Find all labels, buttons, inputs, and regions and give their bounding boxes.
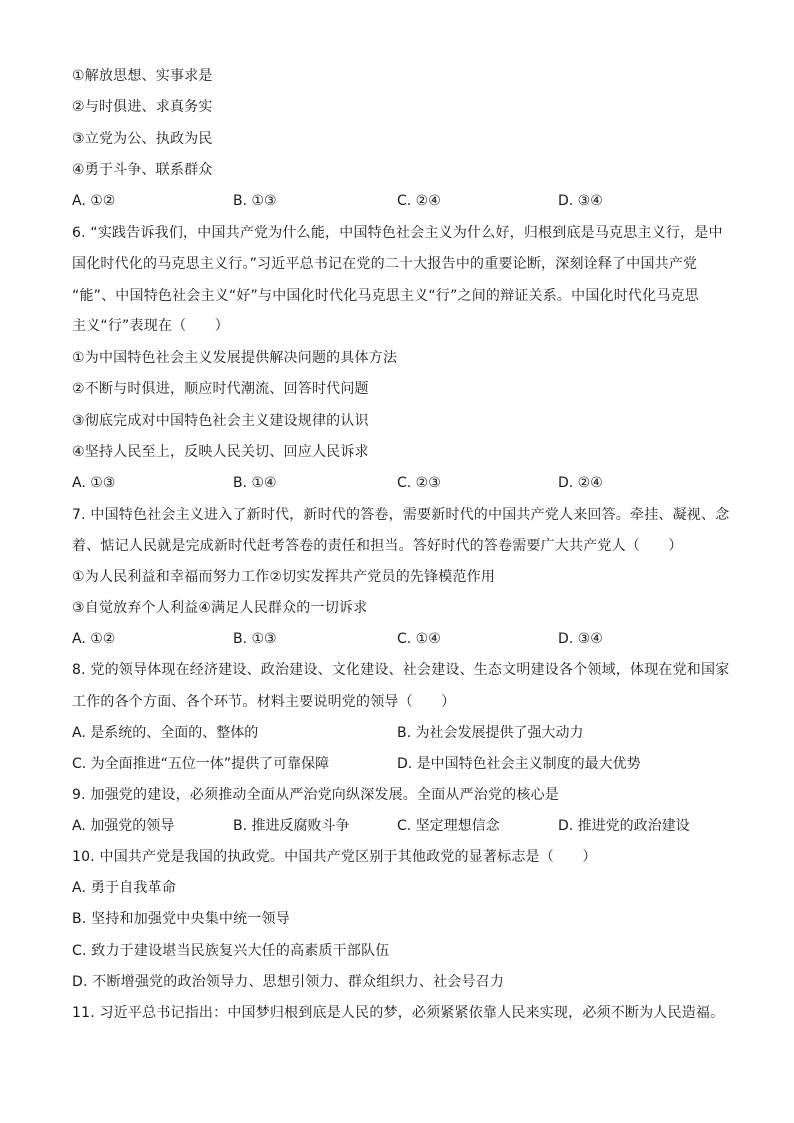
q6-item-1: ①为中国特色社会主义发展提供解决问题的具体方法: [72, 350, 398, 366]
q8-stem-line-2: 工作的各个方面、各个环节。材料主要说明党的领导（ ）: [72, 694, 456, 710]
q8-option-a: A. 是系统的、全面的、整体的: [72, 725, 259, 741]
q6-option-b: B. ①④: [233, 475, 277, 491]
q7-option-a: A. ①②: [72, 631, 116, 647]
q6-item-3: ③彻底完成对中国特色社会主义建设规律的认识: [72, 413, 369, 429]
q7-option-d: D. ③④: [558, 631, 603, 647]
q10-option-c: C. 致力于建设堪当民族复兴大任的高素质干部队伍: [72, 943, 390, 959]
q10-option-d: D. 不断增强党的政治领导力、思想引领力、群众组织力、社会号召力: [72, 974, 505, 990]
q8-option-b: B. 为社会发展提供了强大动力: [397, 725, 584, 741]
q6-option-d: D. ②④: [558, 475, 603, 491]
q11-stem-line-1: 11. 习近平总书记指出：中国梦归根到底是人民的梦，必须紧紧依靠人民来实现，必须不断为人民造福。: [72, 1005, 725, 1021]
q10-option-b: B. 坚持和加强党中央集中统一领导: [72, 911, 290, 927]
q9-option-b: B. 推进反腐败斗争: [233, 818, 350, 834]
q9-option-c: C. 坚定理想信念: [397, 818, 500, 834]
q5-option-d: D. ③④: [558, 193, 603, 209]
q5-option-a: A. ①②: [72, 193, 116, 209]
q8-stem-line-1: 8. 党的领导体现在经济建设、政治建设、文化建设、社会建设、生态文明建设各个领域，体现在党和国家: [72, 662, 730, 678]
q6-option-a: A. ①③: [72, 475, 116, 491]
q6-item-2: ②不断与时俱进，顺应时代潮流、回答时代问题: [72, 381, 369, 397]
q7-item-2: ③自觉放弃个人利益④满足人民群众的一切诉求: [72, 600, 368, 616]
q9-stem-line-1: 9. 加强党的建设，必须推动全面从严治党向纵深发展。全面从严治党的核心是: [72, 787, 560, 803]
q5-option-c: C. ②④: [397, 193, 441, 209]
q9-option-d: D. 推进党的政治建设: [558, 818, 690, 834]
q10-stem-line-1: 10. 中国共产党是我国的执政党。中国共产党区别于其他政党的显著标志是（ ）: [72, 849, 597, 865]
q7-item-1: ①为人民利益和幸福而努力工作②切实发挥共产党员的先锋模范作用: [72, 569, 496, 585]
q8-option-d: D. 是中国特色社会主义制度的最大优势: [397, 756, 641, 772]
q6-stem-line-1: 6. “实践告诉我们，中国共产党为什么能，中国特色社会主义为什么好，归根到底是马克思主义行，是中: [72, 225, 723, 241]
q5-item-2: ②与时俱进、求真务实: [72, 99, 213, 115]
q6-stem-line-3: “能”、中国特色社会主义“好”与中国化时代化马克思主义“行”之间的辩证关系。中国化时代化马克思: [72, 288, 699, 304]
q8-option-c: C. 为全面推进“五位一体”提供了可靠保障: [72, 756, 330, 772]
q6-item-4: ④坚持人民至上，反映人民关切、回应人民诉求: [72, 444, 369, 460]
q9-option-a: A. 加强党的领导: [72, 818, 175, 834]
q5-item-4: ④勇于斗争、联系群众: [72, 162, 213, 178]
q7-option-c: C. ①④: [397, 631, 441, 647]
q5-item-1: ①解放思想、实事求是: [72, 68, 213, 84]
q5-option-b: B. ①③: [233, 193, 277, 209]
q7-stem-line-2: 着、惦记人民就是完成新时代赶考答卷的责任和担当。答好时代的答卷需要广大共产党人（ ）: [72, 538, 683, 554]
q10-option-a: A. 勇于自我革命: [72, 880, 177, 896]
q6-option-c: C. ②③: [397, 475, 441, 491]
q6-stem-line-2: 国化时代化的马克思主义行。”习近平总书记在党的二十大报告中的重要论断，深刻诠释了中国共产党: [72, 256, 698, 272]
q7-option-b: B. ①③: [233, 631, 277, 647]
q5-item-3: ③立党为公、执政为民: [72, 131, 213, 147]
q6-stem-line-4: 主义“行”表现在（ ）: [72, 318, 229, 334]
q7-stem-line-1: 7. 中国特色社会主义进入了新时代，新时代的答卷，需要新时代的中国共产党人来回答。牵挂、凝视、念: [72, 507, 730, 523]
